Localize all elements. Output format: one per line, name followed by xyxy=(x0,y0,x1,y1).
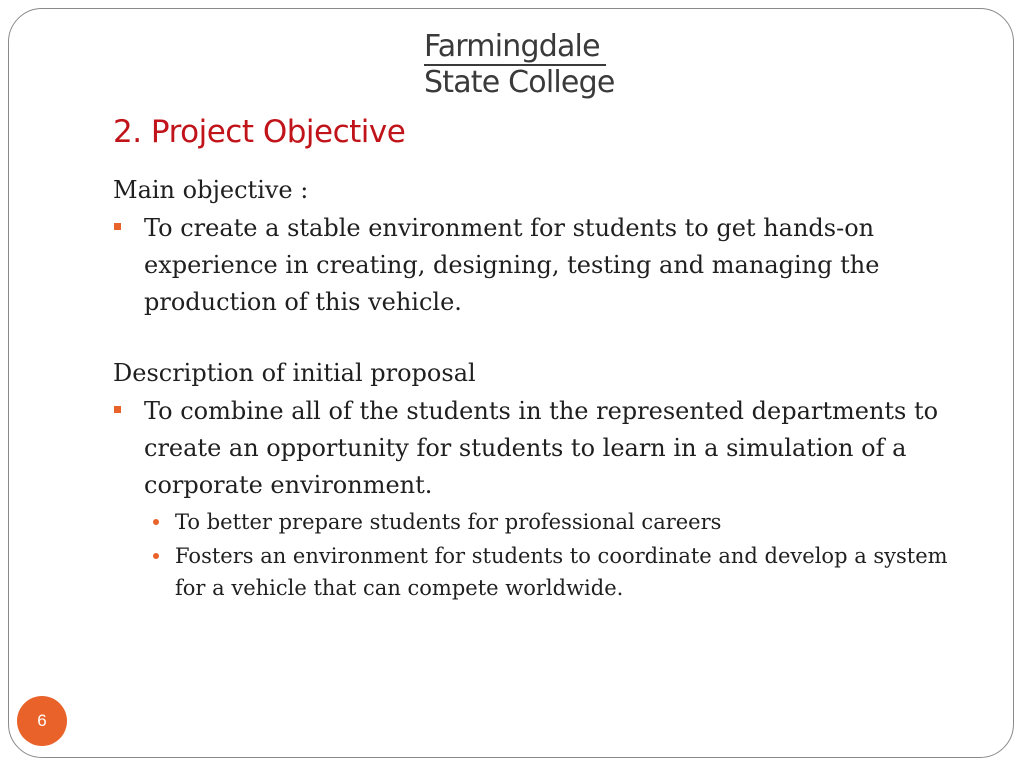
page-number: 6 xyxy=(37,711,47,730)
logo-line-2: State College xyxy=(424,65,615,100)
sub-bullet-text: Fosters an environment for students to coordinate and develop a system for a vehicle that can compete worldwide. xyxy=(175,544,948,600)
slide-title: 2. Project Objective xyxy=(113,114,406,150)
square-bullet-icon xyxy=(114,406,121,413)
bullet-item xyxy=(113,393,973,504)
section-heading-initial-proposal: Description of initial proposal xyxy=(113,359,476,387)
round-bullet-icon xyxy=(153,519,159,525)
square-bullet-icon xyxy=(114,223,121,230)
sub-bullet-item xyxy=(113,540,973,604)
section-heading-main-objective: Main objective : xyxy=(113,176,309,204)
college-logo xyxy=(424,30,614,100)
page-number-badge xyxy=(17,696,67,746)
sub-bullet-item xyxy=(113,506,973,538)
slide-body xyxy=(113,172,973,604)
bullet-text: To create a stable environment for students to get hands-on experience in creating, designing, testing and managing the production of this vehicle. xyxy=(144,214,880,316)
logo-line-1: Farmingdale xyxy=(424,30,606,66)
round-bullet-icon xyxy=(153,553,159,559)
bullet-text: To combine all of the students in the represented departments to create an opportunity for students to learn in a simulation of a corporate environment. xyxy=(144,397,939,499)
bullet-item xyxy=(113,210,973,321)
sub-bullet-text: To better prepare students for professional careers xyxy=(175,510,722,534)
